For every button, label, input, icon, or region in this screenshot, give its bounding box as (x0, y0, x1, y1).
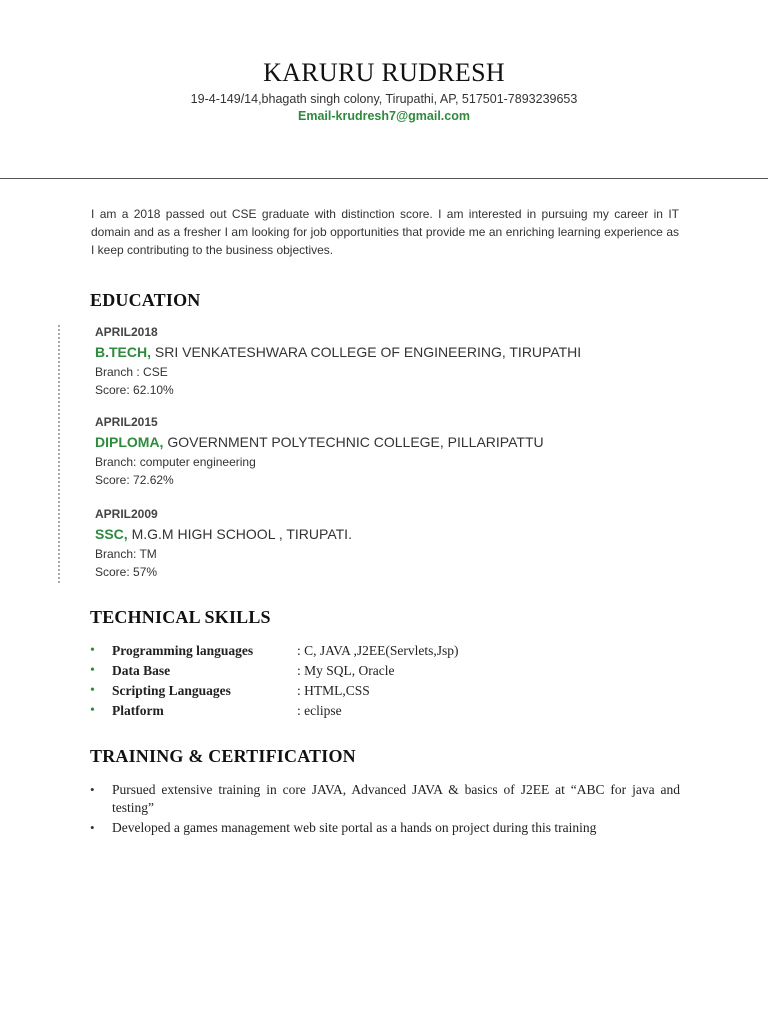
education-branch: Branch: TM (95, 547, 157, 561)
bullet-icon: • (90, 683, 95, 698)
education-heading: EDUCATION (90, 290, 201, 310)
education-entry-diploma (95, 413, 695, 489)
education-entry-ssc (95, 505, 695, 581)
degree-name: DIPLOMA, (95, 434, 164, 450)
bullet-icon: • (90, 663, 95, 678)
degree-name: SSC, (95, 526, 128, 542)
skill-label: Programming languages (112, 643, 254, 658)
skill-item (90, 681, 370, 701)
skill-label: Platform (112, 703, 164, 718)
skill-value: : eclipse (297, 703, 342, 718)
training-text: Developed a games management web site portal as a hands on project during this training (112, 820, 597, 835)
degree-name: B.TECH, (95, 344, 151, 360)
skill-item (90, 641, 459, 661)
institution-name: M.G.M HIGH SCHOOL , TIRUPATI. (127, 526, 352, 542)
education-dotted-line (58, 325, 60, 583)
training-heading: TRAINING & CERTIFICATION (90, 746, 356, 766)
education-entry-btech (95, 323, 695, 399)
education-score: Score: 62.10% (95, 383, 174, 397)
skill-value: : C, JAVA ,J2EE(Servlets,Jsp) (297, 643, 459, 658)
education-branch: Branch : CSE (95, 365, 168, 379)
skill-item (90, 661, 395, 681)
institution-name: GOVERNMENT POLYTECHNIC COLLEGE, PILLARIPATTU (163, 434, 544, 450)
training-text: Pursued extensive training in core JAVA, Advanced JAVA & basics of J2EE at “ABC for java and testing” (112, 782, 680, 815)
skills-list (90, 641, 459, 721)
education-date: APRIL2018 (95, 325, 158, 339)
bullet-icon: • (90, 703, 95, 718)
skill-value: : My SQL, Oracle (297, 663, 395, 678)
institution-name: SRI VENKATESHWARA COLLEGE OF ENGINEERING, TIRUPATHI (151, 344, 582, 360)
skill-item (90, 701, 342, 721)
training-item (90, 781, 680, 817)
skill-label: Data Base (112, 663, 171, 678)
bullet-icon: • (90, 782, 95, 797)
education-degree-line (95, 431, 695, 453)
contact-email: Email-krudresh7@gmail.com (298, 109, 470, 123)
header-divider (0, 178, 768, 179)
career-summary: I am a 2018 passed out CSE graduate with distinction score. I am interested in pursuing my career in IT domain and as a fresher I am looking for job opportunities that provide me an enriching learning experience as I keep contributing to the business objectives. (91, 207, 679, 257)
training-list (90, 781, 680, 839)
education-date: APRIL2009 (95, 507, 158, 521)
contact-address: 19-4-149/14,bhagath singh colony, Tirupathi, AP, 517501-7893239653 (190, 92, 578, 106)
bullet-icon: • (90, 643, 95, 658)
technical-skills-heading: TECHNICAL SKILLS (90, 607, 271, 627)
education-date: APRIL2015 (95, 415, 158, 429)
bullet-icon: • (90, 820, 95, 835)
skill-label: Scripting Languages (112, 683, 231, 698)
skill-value: : HTML,CSS (297, 683, 370, 698)
candidate-name: KARURU RUDRESH (263, 58, 505, 87)
education-branch: Branch: computer engineering (95, 455, 256, 469)
education-degree-line (95, 341, 695, 363)
training-item (90, 819, 680, 837)
education-score: Score: 72.62% (95, 473, 174, 487)
education-score: Score: 57% (95, 565, 158, 579)
education-degree-line (95, 523, 695, 545)
